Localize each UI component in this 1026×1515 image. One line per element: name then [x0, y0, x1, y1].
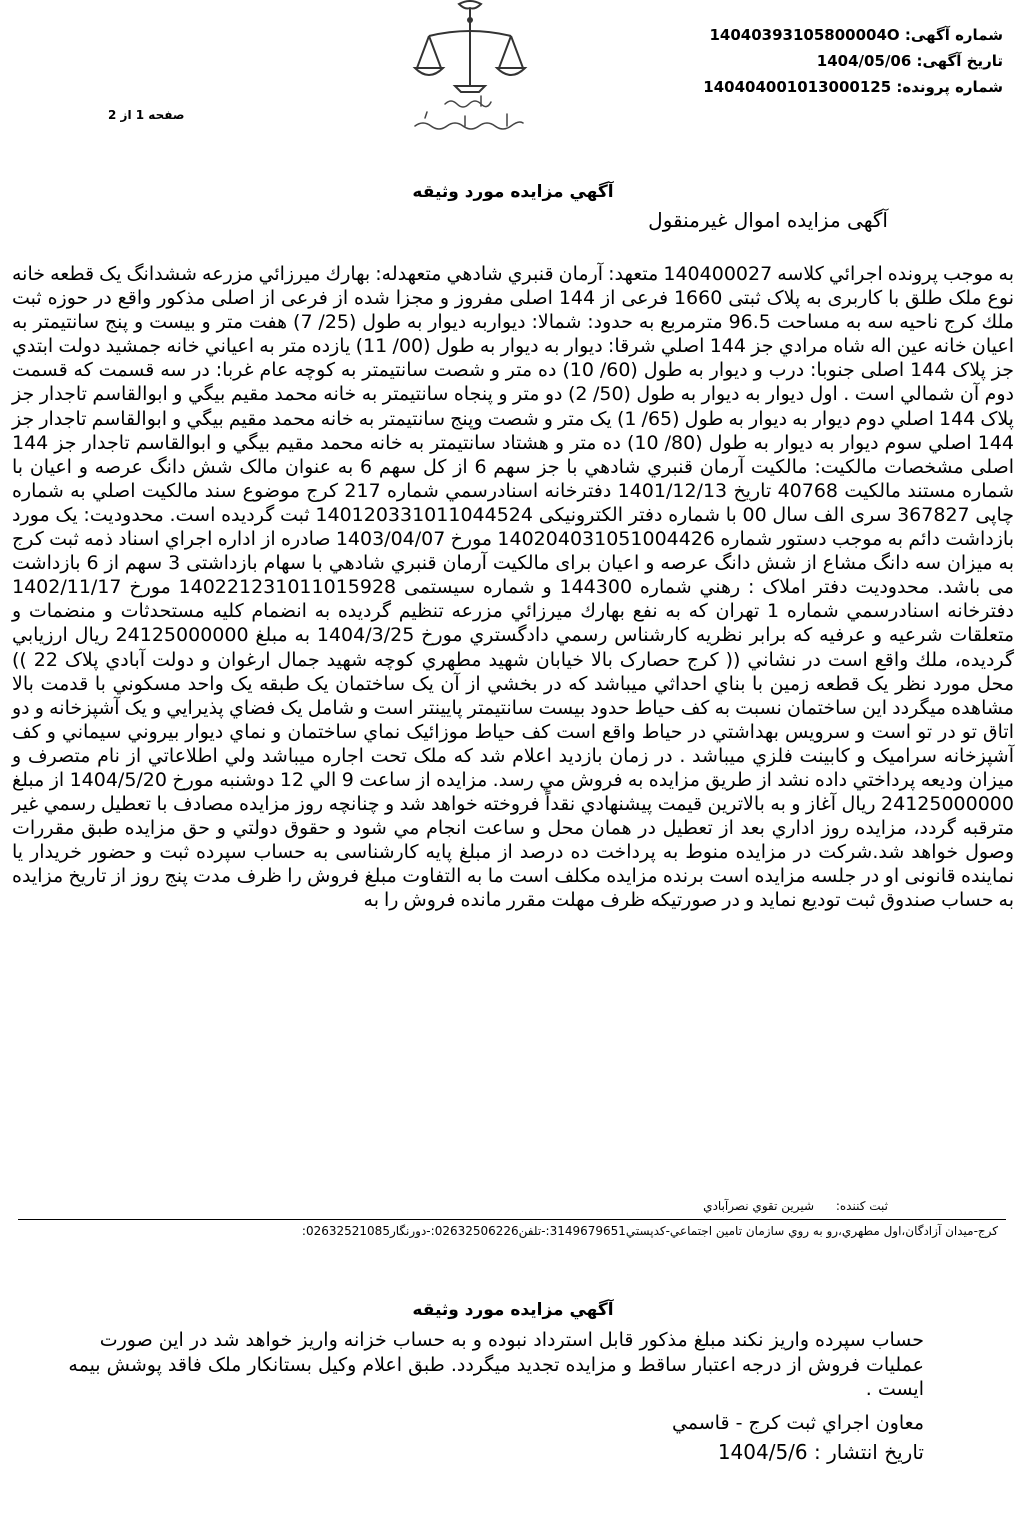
ad-date-label: تاریخ آگهی: [916, 52, 1003, 70]
document-title: آگهي مزايده مورد وثيقه [412, 182, 614, 202]
signature-line: معاون اجراي ثبت كرج - قاسمي [671, 1412, 924, 1434]
ad-number-label: شماره آگهی: [904, 26, 1003, 44]
ad-header-fields [583, 22, 1003, 100]
registrar-name: شيرين تقوي نصرآبادي [703, 1199, 815, 1213]
office-address: كرج-ميدان آزادگان،اول مطهري،رو به روي سازمان تامين اجتماعي-كدپستي3149679651:-تلفن02632506226:-دورنگار02632521085: [301, 1224, 998, 1238]
document-subtitle: آگهی مزایده اموال غیرمنقول [648, 208, 888, 232]
judiciary-emblem-logo [395, 0, 545, 140]
scales-of-justice-icon [395, 0, 545, 140]
ad-number: 14040393105800004O [709, 26, 900, 44]
case-number-label: شماره پرونده: [896, 78, 1003, 96]
registrar-label: ثبت كننده: [835, 1199, 888, 1213]
publish-date-line [718, 1440, 924, 1464]
ad-date-row [583, 48, 1003, 74]
case-number-row [583, 74, 1003, 100]
continuation-text: حساب سپرده واریز نکند مبلغ مذکور قابل استرداد نبوده و به حساب خزانه واریز خواهد شد در این صورت عملیات فروش از درجه اعتبار ساقط و مزایده تجدید میگردد. طبق اعلام وکیل بستانکار ملک فاقد پوشش بیمه ایست . [68, 1329, 924, 1401]
publish-date: 1404/5/6 [717, 1440, 808, 1464]
case-number: 140404001013000125 [703, 78, 892, 96]
ad-number-row [583, 22, 1003, 48]
page-number: صفحه 1 از 2 [108, 108, 185, 122]
ad-date: 1404/05/06 [816, 52, 912, 70]
footer-divider [18, 1219, 1006, 1220]
publish-date-label: تاريخ انتشار : [814, 1440, 924, 1464]
continuation-title: آگهي مزايده مورد وثيقه [412, 1300, 614, 1320]
notice-body-text: به موجب پرونده اجرائي كلاسه 140400027 متعهد: آرمان قنبري شادهي متعهدله: بهارك ميرزائي مزرعه ششدانگ يک قطعه خانه نوع ملک طلق با کاربری به پلاک ثبتی 1660 فرعی از 144 اصلی مفروز و مجزا شده از فرعی از اصلی مذکور واقع در حوزه ثبت ملك كرج ناحيه سه به مساحت 96.5 مترمربع به حدود: شمالا: ديواربه ديوار به طول (25/ 7) هفت متر و بيست و پنج سانتيمتر به اعيان خانه عين اله شاه مرادي جز 144 اصلي شرقا: ديوار به ديوار به طول (00/ 11) يازده متر به اعياني خانه جمشيد دولت ابتدي جز پلاک 144 اصلی جنوبا: درب و ديوار به طول (60/ 10) ده متر و شصت سانتيمتر به کوچه عام غربا: در سه قسمت که قسمت دوم آن شمالي است . اول ديوار به ديوار به طول (50/ 2) دو متر و پنجاه سانتيمتر به خانه محمد مقيم بيگي و ابوالقاسم تاجدار جز پلاک 144 اصلي دوم ديوار به ديوار به طول (65/ 1) يک متر و شصت وپنج سانتيمتر به خانه محمد مقيم بيگي و ابوالقاسم تاجدار جز 144 اصلي سوم ديوار به ديوار به طول (80/ 10) ده متر و هشتاد سانتيمتر به خانه محمد مقيم بيگي و ابوالقاسم تاجدار جز 144 اصلی مشخصات مالکيت: مالکيت آرمان قنبري شادهي با جز سهم 6 از کل سهم 6 به عنوان مالک شش دانگ عرصه و اعيان با شماره مستند مالکيت 40768 تاريخ 1401/12/13 دفترخانه اسنادرسمي شماره 217 كرج موضوع سند مالکيت اصلي به شماره چاپی 367827 سری الف سال 00 با شماره دفتر الکترونیکی 140120331011044524 ثبت گرديده است. محدوديت: يک مورد بازداشت دائم به موجب دستور شماره 140204031051004426 مورخ 1403/04/07 صادره از اداره اجراي اسناد ذمه ثبت کرج به ميزان سه دانگ مشاع از شش دانگ عرصه و اعيان برای مالکيت آرمان قنبري شادهي با سهام بازداشتی 3 سهم از 6 بازداشت می باشد. محدوديت دفتر املاک : رهني شماره 144300 و شماره سيستمی 140221231011015928 مورخ 1402/11/17 دفترخانه اسنادرسمي شماره 1 تهران كه به نفع بهارك ميرزائي مزرعه تنظيم گرديده به انضمام كليه مستحدثات و منضمات و متعلقات شرعيه و عرفيه كه برابر نظريه كارشناس رسمي دادگستري مورخ 1404/3/25 به مبلغ 24125000000 ريال ارزيابي گرديده، ملك واقع است در نشاني (( كرج حصارک بالا خيابان شهيد مطهري کوچه شهيد جمال ارغوان و دولت آبادي پلاک 22 )) محل مورد نظر يک قطعه زمين با بناي احداثي ميباشد که در بخشي از آن يک ساختمان يک طبقه يک واحد مسکوني با قدمت بالا مشاهده ميگردد اين ساختمان نسبت به کف حياط حدود بيست سانتيمتر پايينتر است و شامل يک فضاي پذيرايي و يک آشپزخانه و دو اتاق تو در تو است و سرويس بهداشتي در حياط واقع است کف حياط موزائيک نماي ساختمان و نماي ديوار بيروني سيماني و کف آشپزخانه سراميک و کابينت فلزي ميباشد . در زمان بازديد اعلام شد که ملک تحت اجاره ميباشد ولي اطلاعاتي از نام متصرف و ميزان وديعه پرداختي داده نشد از طريق مزايده به فروش مي رسد. مزايده از ساعت 9 الي 12 دوشنبه مورخ 1404/5/20 از مبلغ 24125000000 ريال آغاز و به بالاترين قيمت پيشنهادي نقداً فروخته خواهد شد و چنانچه روز مزايده مصادف با تعطيل رسمي غير مترقبه گردد، مزايده روز اداري بعد از تعطيل در همان محل و ساعت انجام مي شود و حقوق دولتي و حق مزايده طبق مقررات وصول خواهد شد.شرکت در مزايده منوط به پرداخت ده درصد از مبلغ پايه کارشناسی به حساب سپرده ثبت و حضور خريدار يا نماينده قانونی او در جلسه مزايده است برنده مزايده مکلف است ما به التفاوت مبلغ فروش را ظرف مدت پنج روز از تاريخ مزايده به حساب صندوق ثبت توديع نمايد و در صورتيکه ظرف مهلت مقرر مانده فروش را به [12, 263, 1015, 912]
registrar-line [703, 1199, 888, 1213]
